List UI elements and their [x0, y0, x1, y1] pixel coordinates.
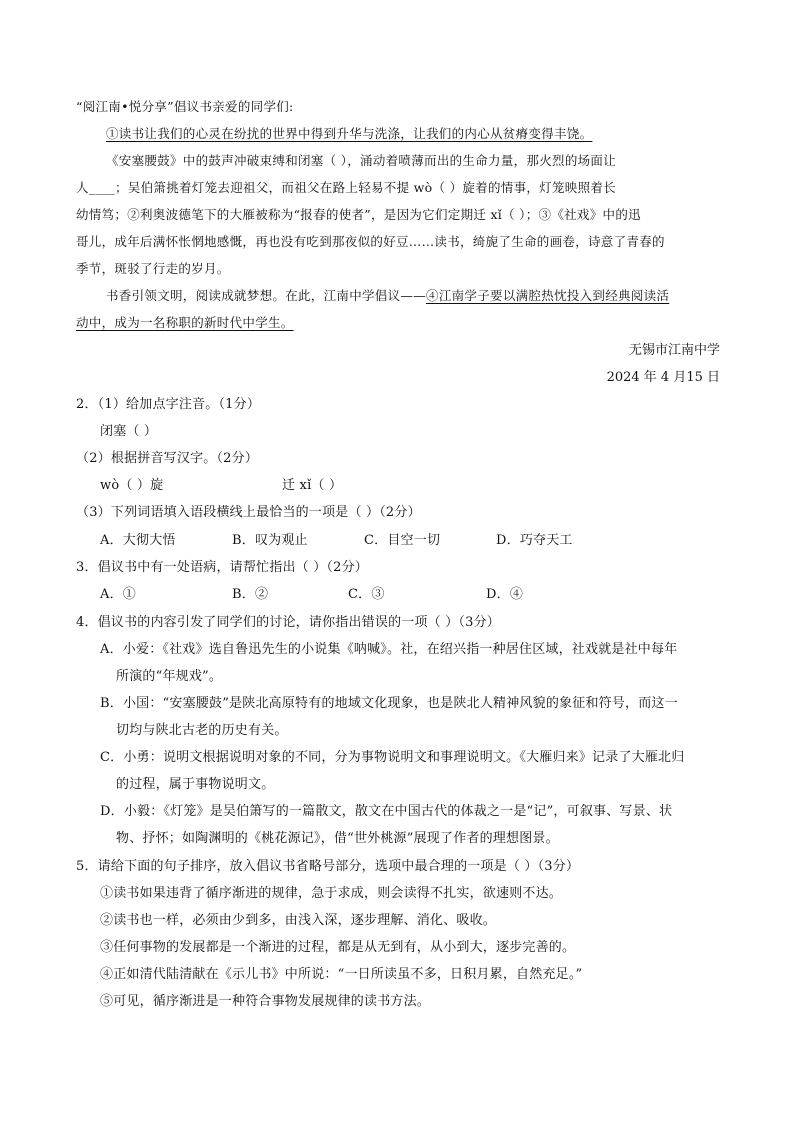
letter-para3-intro: 书香引领文明，阅读成就梦想。在此，江南中学倡议——	[106, 288, 427, 303]
q4-option-c-line1: C．小勇：说明文根据说明对象的不同，分为事物说明文和事理说明文。《大雁归来》记录了大雁北归	[100, 750, 685, 765]
letter-signature: 无锡市江南中学	[628, 343, 720, 358]
q5-sentence-1: ①读书如果违背了循序渐进的规律，急于求成，则会读得不扎实，欲速则不达。	[100, 886, 563, 901]
letter-para2-line2: 人____；吴伯箫挑着灯笼去迎祖父，而祖父在路上轻易不提 wò（ ）旋着的情事，灯笼映照着长	[76, 180, 616, 195]
q3-option-d: D．④	[486, 587, 524, 602]
q4-title: 4．倡议书的内容引发了同学们的讨论，请你指出错误的一项（ ）（3分）	[76, 615, 500, 630]
q4-option-a-line1: A．小爱：《社戏》选自鲁迅先生的小说集《呐喊》。社，在绍兴指一种居住区域，社戏就是社中每年	[100, 642, 678, 657]
q2-3-option-c: C．目空一切	[364, 533, 441, 548]
q2-3-option-b: B．叹为观止	[232, 533, 308, 548]
letter-para2-line1: 《安塞腰鼓》中的鼓声冲破束缚和闭塞（ ），涌动着喷薄而出的生命力量，那火烈的场面让	[106, 153, 617, 168]
letter-greeting: “阅江南•悦分享”倡议书亲爱的同学们:	[76, 99, 294, 114]
q3-option-b: B．②	[232, 587, 269, 602]
letter-sentence-1: ①读书让我们的心灵在纷扰的世界中得到升华与洗涤，让我们的内心从贫瘠变得丰饶。	[106, 126, 593, 141]
letter-para2-line5: 季节，斑驳了行走的岁月。	[76, 261, 230, 276]
q5-sentence-2: ②读书也一样，必须由少到多，由浅入深，逐步理解、消化、吸收。	[100, 913, 497, 928]
q4-option-b-line1: B．小国：“安塞腰鼓”是陕北高原特有的地域文化现象，也是陕北人精神风貌的象征和符号，而这一	[100, 696, 678, 711]
q2-1-item: 闭塞（ ）	[100, 424, 158, 439]
letter-para2-line4: 哥儿，成年后满怀怅惘地感慨，再也没有吃到那夜似的好豆……读书，绮旎了生命的画卷，诗意了青春的	[76, 234, 665, 249]
q2-title: 2．（1）给加点字注音。（1分）	[76, 397, 261, 412]
letter-date: 2024 年 4 月15 日	[606, 370, 720, 385]
letter-para2-line3: 幼情笃；②利奥波德笔下的大雁被称为“报春的使者”，是因为它们定期迁 xǐ（ ）；③《社戏》中的迅	[76, 207, 641, 222]
q2-2-item-b: 迁 xǐ（ ）	[282, 478, 343, 493]
q4-option-d-line2: 物、抒怀；如陶渊明的《桃花源记》，借“世外桃源”展现了作者的理想图景。	[116, 831, 559, 846]
letter-sentence-4: ④江南学子要以满腔热忱投入到经典阅读活	[426, 288, 670, 303]
q2-3-option-d: D．巧夺天工	[496, 533, 573, 548]
q2-3-option-a: A．大彻大悟	[100, 533, 176, 548]
q4-option-b-line2: 切均与陕北古老的历史有关。	[116, 723, 288, 738]
q5-sentence-3: ③任何事物的发展都是一个渐进的过程，都是从无到有，从小到大，逐步完善的。	[100, 940, 576, 955]
q5-sentence-5: ⑤可见，循序渐进是一种符合事物发展规律的读书方法。	[100, 994, 431, 1009]
q4-option-d-line1: D．小毅：《灯笼》是吴伯箫写的一篇散文，散文在中国古代的体裁之一是“记”，可叙事、写景、状	[100, 804, 673, 819]
q3-option-a: A．①	[100, 587, 136, 602]
q4-option-c-line2: 的过程，属于事物说明文。	[116, 777, 275, 792]
q2-2-title: （2）根据拼音写汉字。（2分）	[76, 451, 259, 466]
q5-title: 5．请给下面的句子排序，放入倡议书省略号部分，选项中最合理的一项是（ ）（3分）	[76, 859, 580, 874]
q2-2-item-a: wò（ ）旋	[100, 478, 164, 493]
q4-option-a-line2: 所演的“年规戏”。	[116, 669, 223, 684]
q2-3-title: （3）下列词语填入语段横线上最恰当的一项是（ ）（2分）	[76, 505, 421, 520]
letter-para3-line2: 动中，成为一名称职的新时代中学生。	[76, 315, 294, 330]
letter-para3-line1	[106, 286, 669, 306]
q3-title: 3．倡议书中有一处语病，请帮忙指出（ ）（2分）	[76, 560, 368, 575]
q5-sentence-4: ④正如清代陆清献在《示儿书》中所说：“一日所读虽不多，日积月累，自然充足。”	[100, 967, 583, 982]
q3-option-c: C．③	[348, 587, 385, 602]
